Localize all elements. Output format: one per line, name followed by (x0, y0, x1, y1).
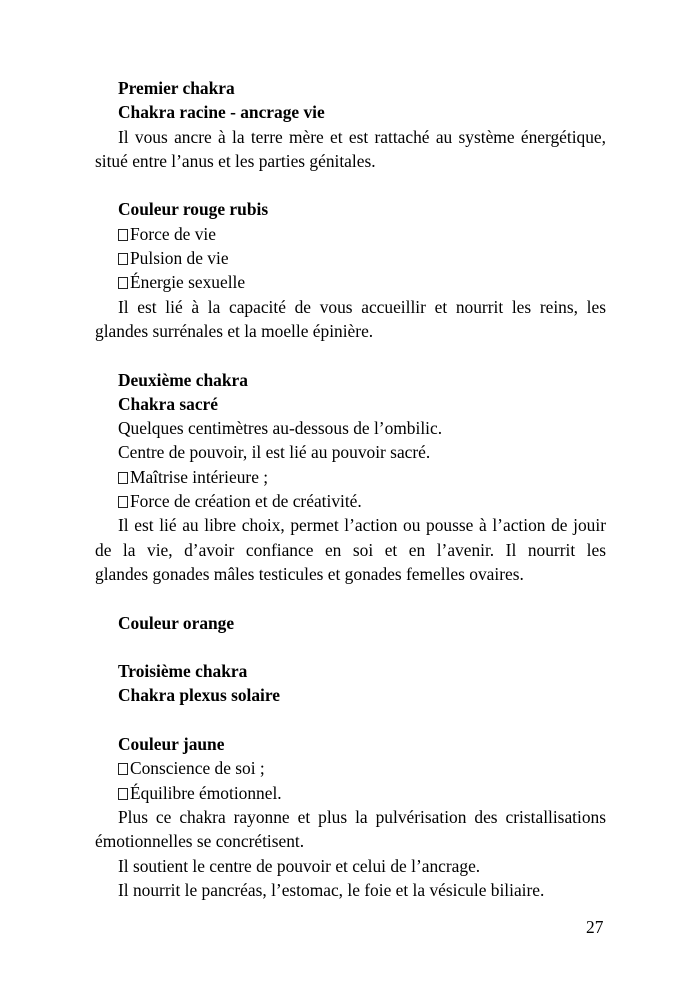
list-item (95, 465, 606, 489)
bullet-box-icon (118, 277, 128, 289)
paragraph-line: Il vous ancre à la terre mère et est rattaché au système énergétique, (118, 126, 606, 147)
color-heading: Couleur rouge rubis (118, 199, 269, 220)
paragraph-line: Il est lié au libre choix, permet l’action ou pousse à l’action de jouir (118, 515, 606, 536)
list-item (95, 756, 606, 780)
page-number: 27 (586, 917, 604, 937)
section-subheading: Chakra racine - ancrage vie (118, 102, 325, 123)
paragraph-line: glandes gonades mâles testicules et gonades femelles ovaires. (95, 563, 524, 584)
color-heading: Couleur jaune (118, 734, 225, 755)
paragraph-line: situé entre l’anus et les parties génitales. (95, 150, 376, 171)
list-item (95, 270, 606, 294)
bullet-box-icon (118, 496, 128, 508)
spacer (95, 586, 606, 610)
list-item-text: Force de création et de créativité. (130, 491, 362, 512)
bullet-box-icon (118, 763, 128, 775)
list-item-text: Pulsion de vie (130, 248, 229, 269)
paragraph-line: glandes surrénales et la moelle épinière. (95, 320, 374, 341)
list-item (95, 222, 606, 246)
spacer (95, 635, 606, 659)
page-body (95, 76, 606, 902)
list-item (95, 781, 606, 805)
list-item-text: Énergie sexuelle (130, 272, 246, 293)
list-item (95, 489, 606, 513)
paragraph-line: de la vie, d’avoir confiance en soi et en l’avenir. Il nourrit les (95, 539, 606, 560)
section-heading: Troisième chakra (118, 661, 248, 682)
bullet-box-icon (118, 472, 128, 484)
spacer (95, 343, 606, 367)
list-item-text: Équilibre émotionnel. (130, 782, 282, 803)
section-heading: Deuxième chakra (118, 369, 248, 390)
paragraph-line: Il est lié à la capacité de vous accueillir et nourrit les reins, les (118, 296, 606, 317)
paragraph-line: Quelques centimètres au-dessous de l’ombilic. (118, 418, 443, 439)
paragraph-line: Il soutient le centre de pouvoir et celui de l’ancrage. (118, 855, 481, 876)
color-heading: Couleur orange (118, 612, 235, 633)
spacer (95, 708, 606, 732)
spacer (95, 173, 606, 197)
bullet-box-icon (118, 253, 128, 265)
paragraph-line: émotionnelles se concrétisent. (95, 831, 305, 852)
bullet-box-icon (118, 788, 128, 800)
paragraph-line: Centre de pouvoir, il est lié au pouvoir sacré. (118, 442, 431, 463)
list-item-text: Force de vie (130, 223, 216, 244)
paragraph-line: Plus ce chakra rayonne et plus la pulvérisation des cristallisations (118, 806, 606, 827)
list-item-text: Conscience de soi ; (130, 758, 265, 779)
list-item-text: Maîtrise intérieure ; (130, 466, 269, 487)
section-subheading: Chakra sacré (118, 393, 218, 414)
section-subheading: Chakra plexus solaire (118, 685, 281, 706)
paragraph-line: Il nourrit le pancréas, l’estomac, le foie et la vésicule biliaire. (118, 879, 545, 900)
bullet-box-icon (118, 229, 128, 241)
section-heading: Premier chakra (118, 78, 235, 98)
list-item (95, 246, 606, 270)
